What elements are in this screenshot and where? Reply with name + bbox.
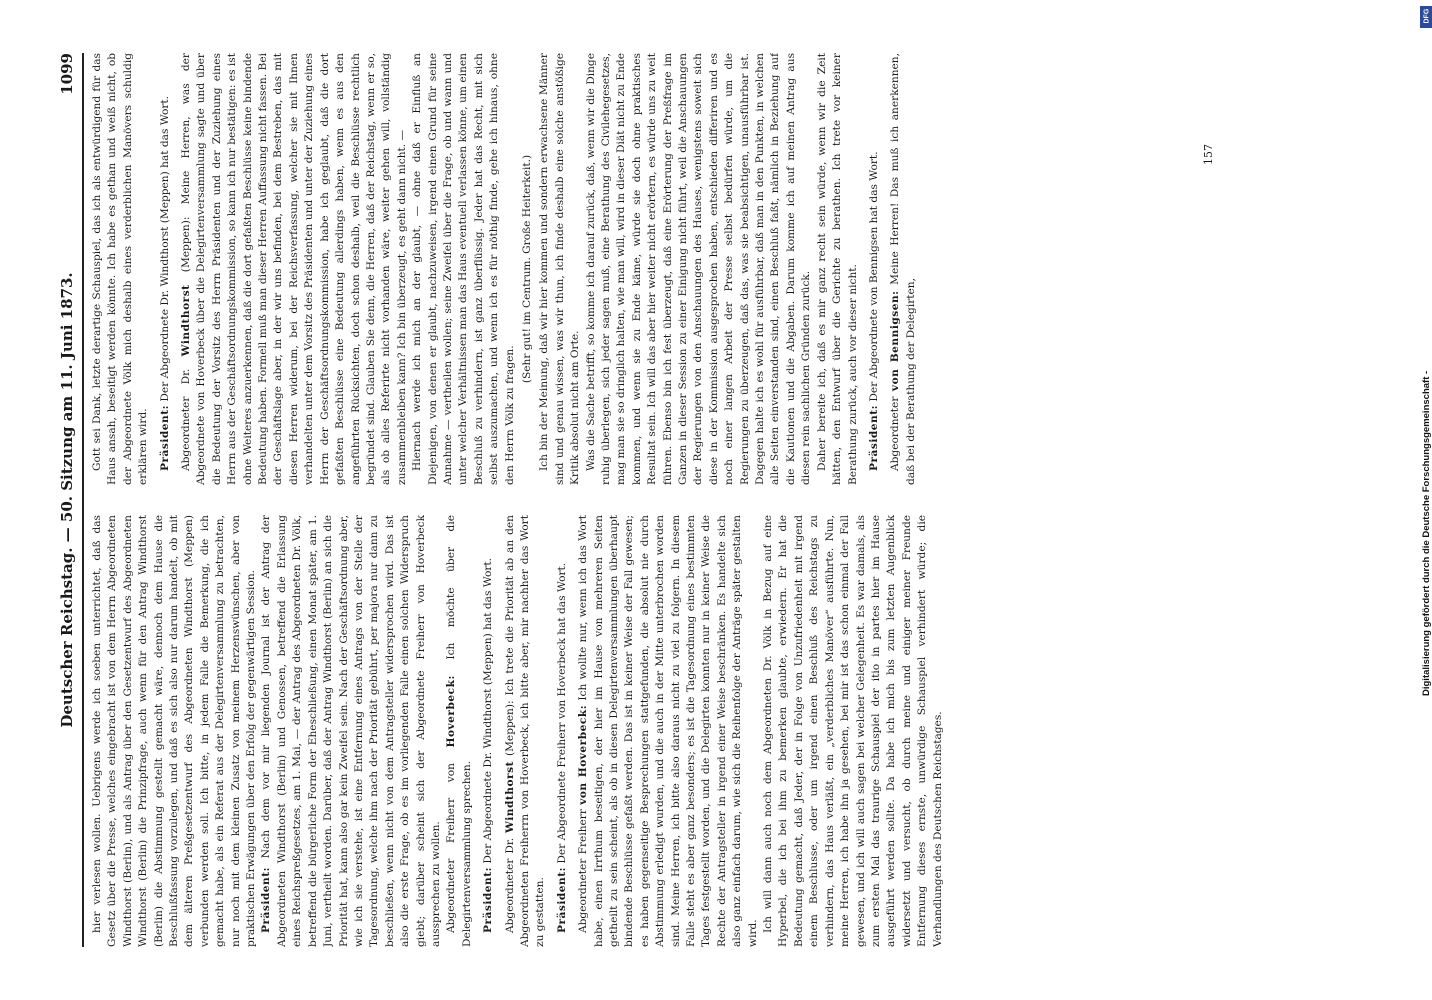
paragraph-text: Ich wollte nur, wenn ich das Wort habe, einen Irrthum beseitigen, der hier im Hause von mehreren Seiten getheilt zu sein scheint, als ob in diesen Delegirtenversammlungen überhaupt bindende Beschlüsse gefaßt werden. Das ist in keiner Weise der Fall gewesen; es haben gegenseitige Besprechungen stattgefunden, die absolut nie durch Abstimmung erledigt wurden, und die auch in der Mitte unterbrochen worden sind. Meine Herren, ich bitte also daraus nicht zu viel zu folgern. In diesem Falle steht es aber ganz besonders; es ist die Tagesordnung eines bestimmten Tages festgestellt worden, und die Delegirten konnten nur in keiner Weise die Rechte der Antragsteller in irgend einer Weise beschränken. Es handelte sich also ganz einfach darum, wie sich die Reihenfolge der Anträge später gestalten wird. xyxy=(577,515,759,947)
paragraph-text: Der Abgeordnete Freiherr von Hoverbeck hat das Wort. xyxy=(555,562,568,864)
paragraph xyxy=(481,515,496,947)
paragraph xyxy=(158,53,173,485)
paragraph: Was die Sache betrifft, so komme ich darauf zurück, daß, wenn wir die Dinge ruhig überlegen, sich jeder sagen muß, eine Berathung des Civilehegesetzes, mag man sie so dringlich halten, wie man will, wird in dieser Diät nicht zu Ende kommen, und wenn sie zu Ende käme, würde sie doch ohne praktisches Resultat sein. Ich will das aber hier weiter nicht erörtern, es würde uns zu weit führen. Ebenso bin ich fest überzeugt, daß eine Erörterung der Preßfrage im Ganzen in dieser Session zu einer Einigung nicht führt, weil die Anschauungen der Regierungen von den Anschauungen des Hauses, wenigstens soweit sich diese in der Kommission ausgesprochen haben, entschieden differiren und es noch einer langen Arbeit der Presse selbst bedürfen würde, um die Regierungen zu überzeugen, daß das, was sie beabsichtigen, unausführbar ist. Dagegen halte ich es wohl für ausführbar, daß man in den Punkten, in welchen alle Seiten einverstanden sind, einen Beschluß faßt, nämlich in Beziehung auf die Kautionen und die Abgaben. Darum komme ich auf meinen Antrag aus diesen rein sachlichen Gründen zurück. xyxy=(584,53,813,485)
paragraph xyxy=(259,515,444,947)
paragraph xyxy=(503,515,549,947)
speaker-lead: Abgeordneter xyxy=(889,396,902,471)
paragraph xyxy=(555,515,570,947)
page-number: 1099 xyxy=(58,53,76,95)
speaker-label: Windthorst xyxy=(180,284,193,357)
paragraph xyxy=(888,53,919,485)
speaker-label: Präsident: xyxy=(867,404,880,471)
right-column xyxy=(90,53,1370,485)
paragraph xyxy=(179,53,410,485)
speaker-lead: Abgeordneter Freiherr xyxy=(577,809,590,933)
paragraph: Ich will dann auch noch dem Abgeordneten Dr. Völk in Bezug auf eine Hyperbel, die ich bei ihm zu bemerken glaubte, erwiedern. Er hat die Bedeutung gemacht, daß Jeder, der in Folge von Unzufriedenheit mit irgend einem Beschlusse, oder um irgend einen Beschluß des Reichstags zu verhindern, das Haus verläßt, ein „verderbliches Manöver“ ausführte. Nun, meine Herren, ich habe ihn ja gesehen, bei mir ist das schon einmal der Fall gewesen, und ich will auch sagen bei welcher Gelegenheit. Es war damals, als zum ersten Mal das traurige Schauspiel der itio in partes hier im Hause ausgeführt werden sollte. Da habe ich mich bis zum letzten Augenblick widersetzt und versucht, ob durch meine und einiger meiner Freunde Entfernung dieses ernste, unwürdige Schauspiel verhindert würde; die Verhandlungen des Deutschen Reichstages. xyxy=(762,515,944,947)
speaker-label: Präsident: xyxy=(260,866,273,933)
paragraph: Hiernach werde ich mich an der glaubt, — ohne daß er Einfluß an Diejenigen, von denen er glaubt, nachzuweisen, irgend einen Grund für seine Annahme — vertheilen wollen; seine Zweifel über die Frage, ob und wann und unter welcher Verhältnissen man das Haus eventuell verlassen könne, um einen Beschluß zu verhindern, ist ganz überflüssig. Jeder hat das Recht, mit sich selbst auszumachen, und wenn ich es für nöthig finde, gehe ich hinaus, ohne den Herrn Völk zu fragen. xyxy=(411,53,516,485)
sheet-signature: 157 xyxy=(1202,144,1215,165)
audience-reaction: (Sehr gut! im Centrum. Große Heiterkeit.) xyxy=(520,154,533,384)
paragraph: Ich bin der Meinung, daß wir hier kommen und sondern erwachsene Männer sind und genau wissen, was wir thun, ich finde deshalb eine solche anstößige Kritik absolut nicht am Orte. xyxy=(538,53,582,485)
speaker-label: von Hoverbeck: xyxy=(577,704,590,805)
speaker-label: Präsident: xyxy=(555,866,568,933)
paragraph-text: Der Abgeordnete Dr. Windthorst (Meppen) hat das Wort. xyxy=(158,95,171,402)
speaker-label: Präsident: xyxy=(482,866,495,933)
paragraph-text: Ich möchte über die Delegirtenversammlung sprechen. xyxy=(445,515,473,947)
paragraph-text: Der Abgeordnete Dr. Windthorst (Meppen) hat das Wort. xyxy=(482,557,495,864)
paragraph xyxy=(867,53,882,485)
speaker-lead: Abgeordneter Freiherr von xyxy=(445,763,458,933)
paragraph-text: (Meppen): Meine Herren, was der Abgeordnete von Hoverbeck über die Delegirtenversammlung sagte und über die Bedeutung der Vorsitz des Herrn Präsidenten und der Zuziehung eines Herrn aus der Geschäftsordnungskommission, so kann ich nur bestätigen: es ist ohne Weiteres anzuerkennen, daß die dort gefaßten Beschlüsse keine bindende Bedeutung haben. Formell muß man dieser Herren Auffassung nicht fassen. Bei der Geschäftslage aber, in der wir uns befinden, bei dem Bestreben, das mit diesen Herren widerum, bei der Reichsverfassung, welcher sie mit Ihnen verhandelten unter dem Vorsitz des Präsidenten und unter der Zuziehung eines Herrn der Geschäftsordnungskommission, habe ich geglaubt, daß die dort gefaßten Beschlüsse eine Bedeutung allerdings haben, wenn es aus den angeführten Rücksichten, doch schon deshalb, weil die Beschlüsse rechtlich begründet sind. Glauben Sie denn, die Herren, daß der Reichstag, wenn er so, als ob alles Referirte nicht vorhanden wäre, weiter gehen will, vollständig zusammenbleiben kann? Ich bin überzeugt, es geht dann nicht. — xyxy=(180,53,408,485)
dfg-logo xyxy=(1420,6,1432,28)
page-header xyxy=(58,53,82,947)
rotated-newspaper-page xyxy=(52,35,1377,965)
digitization-text: Digitalisierung gefördert durch die Deutsche Forschungsgemeinschaft - xyxy=(1421,370,1432,696)
header-rule xyxy=(82,53,84,947)
paragraph-text: Nach dem vor mir liegenden Journal ist der Antrag der Abgeordneten Windthorst (Berlin) und Genossen, betreffend die Erlassung eines Reichspreßgesetzes, am 1. Mai, — der Antrag des Abgeordneten Dr. Völk, betreffend die bürgerliche Form der Eheschließung, einen Monat später, am 1. Juni, vertheilt worden. Darüber, daß der Antrag Windthorst (Berlin) an sich die Priorität hat, kann also gar kein Zweifel sein. Nach der Geschäftsordnung aber, wie ich sie verstehe, ist eine Entfernung eines Antrags von der Stelle der Tagesordnung, welche ihm nach der Priorität gebührt, per majora nur dann zu beschließen, wenn nicht von dem Antragsteller widersprochen wird. Das ist also die erste Frage, ob es im vorliegenden Falle einen solchen Widerspruch giebt; darüber scheint sich der Abgeordnete Freiherr von Hoverbeck aussprechen zu wollen. xyxy=(260,515,442,947)
digitization-note xyxy=(1420,6,1432,706)
dfg-logo-text: DFG xyxy=(1423,8,1431,24)
paragraph xyxy=(576,515,761,947)
speaker-label: Windthorst xyxy=(503,761,516,833)
paragraph-text: Meine Herren! Das muß ich anerkennen, daß bei der Berathung der Delegirten, xyxy=(889,53,917,485)
paragraph xyxy=(444,515,475,947)
paragraph: Daher bereite ich, daß es mir ganz recht sein würde, wenn wir die Zeit hätten, den Entwurf über die Gerichte zu berathen. Ich trete vor keiner Berathung zurück, auch vor dieser nicht. xyxy=(815,53,859,485)
speaker-lead: Abgeordneter Dr. xyxy=(180,368,193,471)
left-column xyxy=(90,515,1370,947)
speaker-label: Hoverbeck: xyxy=(445,675,458,748)
paragraph: hier verlesen wollen. Uebrigens werde ich soeben unterrichtet, daß das Gesetz über die Presse, welches eingebracht ist von dem Herrn Abgeordneten Windthorst (Berlin), und als Antrag über den Gesetzentwurf des Abgeordneten Windthorst (Berlin) die Prinzipfrage, auch wenn für den Antrag Windthorst (Berlin) die Abstimmung gestellt gemacht wäre, dennoch dem Hause die Beschlußfassung vorzulegen, und daß es sich also nur darum handelt, ob mit dem älteren Preßgesetzentwurf des Abgeordneten Windthorst (Meppen) verbunden werden soll. Ich bitte, in jedem Falle die Bemerkung, die ich gemacht habe, als ein Referat aus der Delegirtenversammlung zu betrachten, nur noch mit dem kleinen Zusatz von meinem Herzenswünschen, aber von praktischen Erwägungen über den Erfolg der gegenwärtigen Session. xyxy=(91,515,258,947)
paragraph-text: Der Abgeordnete von Bennigsen hat das Wort. xyxy=(867,151,880,402)
speaker-label: von Bennigsen: xyxy=(889,290,902,392)
speaker-label: Präsident: xyxy=(158,404,171,471)
speaker-lead: Abgeordneter Dr. xyxy=(503,837,516,933)
paragraph: Gott sei Dank, letzte derartige Schauspiel, das ich als entwürdigend für das Haus ansah, beseitigt werden könnte. Ich habe es gethan und weiß nicht, ob der Abgeordnete Völk mich deshalb eines verderblichen Manövers schuldig erklären wird. xyxy=(91,53,150,485)
header-title: Deutscher Reichstag. — 50. Sitzung am 11. Juni 1873. xyxy=(58,272,76,728)
paragraph-text: (Meppen): Ich trete die Priorität ab an den Abgeordneten Freiherrn von Hoverbeck, ich bitte aber, mir nachher das Wort zu gestatten. xyxy=(503,515,547,947)
